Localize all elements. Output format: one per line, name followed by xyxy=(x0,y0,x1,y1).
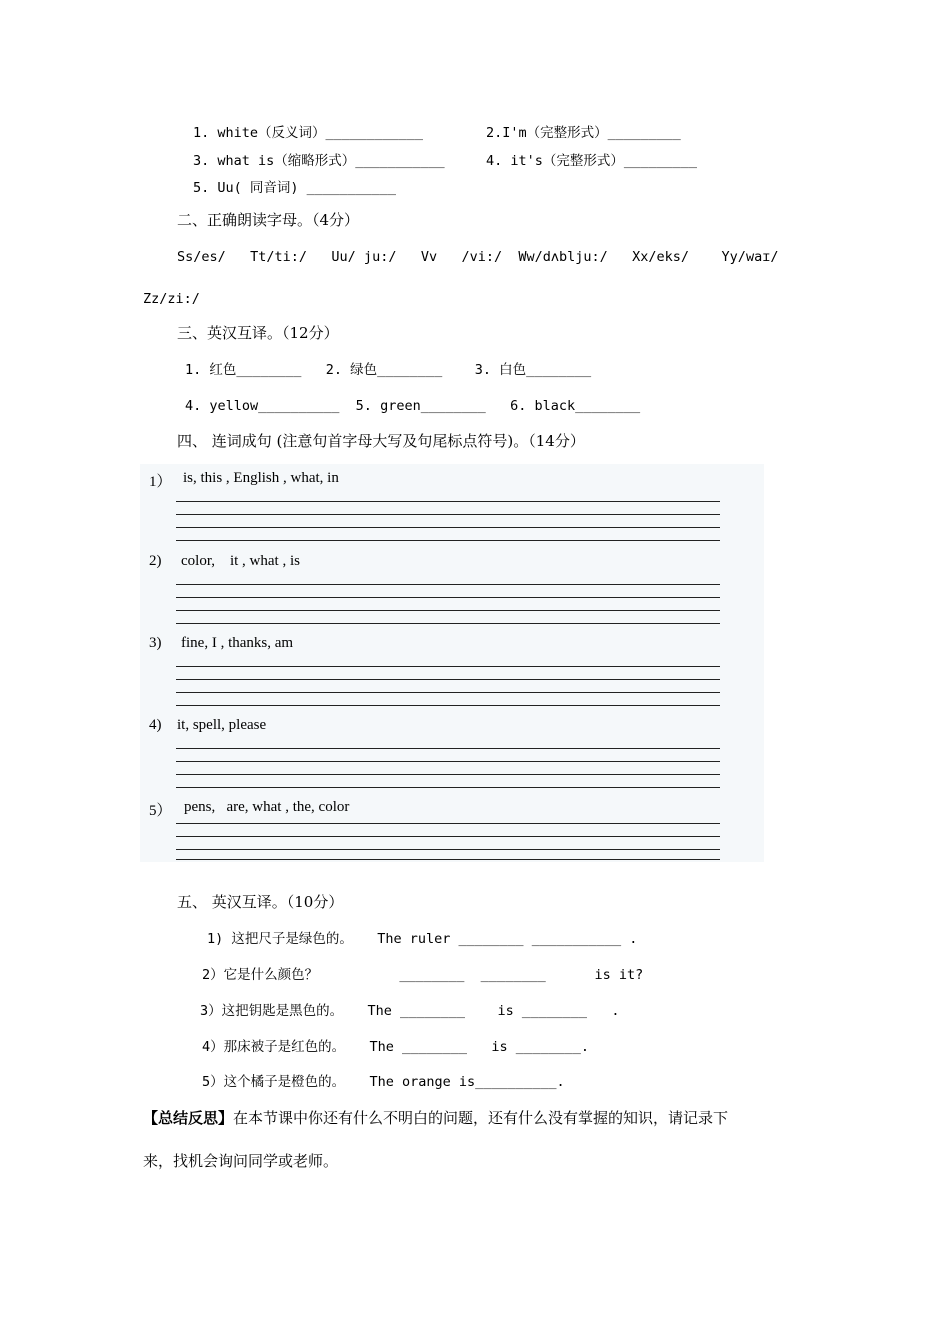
answer-line[interactable] xyxy=(176,623,720,624)
answer-line[interactable] xyxy=(176,610,720,611)
answer-line[interactable] xyxy=(176,692,720,693)
question-words: pens, are, what , the, color xyxy=(184,799,350,815)
answer-line[interactable] xyxy=(176,836,720,837)
question-words: color, it , what , is xyxy=(181,553,300,569)
sec1-item-5: 5. Uu( 同音词) ___________ xyxy=(193,180,397,196)
section3-title: 三、英汉互译。（12分） xyxy=(177,324,339,342)
answer-line[interactable] xyxy=(176,774,720,775)
question-number: 1） xyxy=(149,474,172,490)
summary-paragraph xyxy=(143,1108,728,1128)
answer-line[interactable] xyxy=(176,527,720,528)
section3-row-1: 1. 红色________ 2. 绿色________ 3. 白色________ xyxy=(185,362,592,378)
section5-row-3: 3）这把钥匙是黑色的。 The ________ is ________ . xyxy=(200,1003,620,1019)
answer-line[interactable] xyxy=(176,501,720,502)
question-words: fine, I , thanks, am xyxy=(181,635,294,651)
sec1-item-2: 2.I'm（完整形式）_________ xyxy=(486,125,681,141)
sec1-item-3: 3. what is（缩略形式）___________ xyxy=(193,153,445,169)
section5-row-5: 5）这个橘子是橙色的。 The orange is__________. xyxy=(202,1074,565,1090)
section5-title: 五、 英汉互译。（10分） xyxy=(177,893,344,911)
summary-label: 【总结反思】 xyxy=(143,1109,234,1127)
question-number: 3) xyxy=(149,635,162,651)
answer-line[interactable] xyxy=(176,748,720,749)
question-number: 5） xyxy=(149,803,172,819)
answer-line[interactable] xyxy=(176,514,720,515)
answer-line[interactable] xyxy=(176,540,720,541)
answer-line[interactable] xyxy=(176,787,720,788)
answer-line[interactable] xyxy=(176,679,720,680)
letters-line-2: Zz/zi:/ xyxy=(143,291,200,307)
section5-row-2: 2）它是什么颜色？ ________ ________ is it? xyxy=(202,967,644,983)
letters-line-1: Ss/es/ Tt/ti:/ Uu/ ju:/ Vv /vi:/ Ww/dʌblju:/ Xx/eks/ Yy/waɪ/ xyxy=(177,249,779,265)
question-words: it, spell, please xyxy=(177,717,267,733)
summary-text-1: 在本节课中你还有什么不明白的问题，还有什么没有掌握的知识，请记录下 xyxy=(233,1109,729,1127)
answer-line[interactable] xyxy=(176,597,720,598)
answer-line[interactable] xyxy=(176,823,720,824)
section3-row-2: 4. yellow__________ 5. green________ 6. black________ xyxy=(185,398,641,414)
section2-title: 二、正确朗读字母。（4分） xyxy=(177,211,360,229)
sec1-item-4: 4. it's（完整形式）_________ xyxy=(486,153,698,169)
answer-line[interactable] xyxy=(176,584,720,585)
question-number: 4) xyxy=(149,717,162,733)
section5-row-4: 4）那床被子是红色的。 The ________ is ________. xyxy=(202,1039,589,1055)
question-number: 2) xyxy=(149,553,162,569)
sec1-item-1: 1. white（反义词）____________ xyxy=(193,125,424,141)
answer-line[interactable] xyxy=(176,705,720,706)
answer-line[interactable] xyxy=(176,849,720,850)
answer-line[interactable] xyxy=(176,666,720,667)
answer-line[interactable] xyxy=(176,859,720,860)
section5-row-1: 1) 这把尺子是绿色的。 The ruler ________ ___________ . xyxy=(207,931,638,947)
summary-text-2: 来，找机会询问同学或老师。 xyxy=(143,1152,339,1170)
answer-line[interactable] xyxy=(176,761,720,762)
question-words: is, this , English , what, in xyxy=(183,470,339,486)
section4-title: 四、 连词成句 (注意句首字母大写及句尾标点符号)。（14分） xyxy=(177,432,585,450)
